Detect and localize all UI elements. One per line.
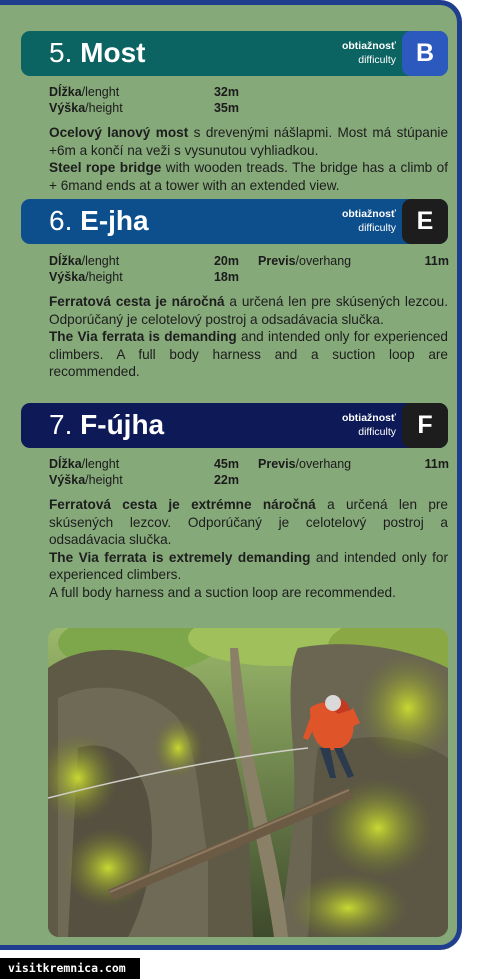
section-5-description [49,124,448,194]
section-6-title: 6. E-jha [49,205,149,236]
overhang-value: 11m [424,457,449,471]
description-en: Steel rope bridge with wooden treads. The bridge has a climb of + 6mand ends at a tower with an extended view. [49,160,449,193]
section-6-header [21,199,448,244]
site-url[interactable]: visitkremnica.com [0,958,140,979]
description-sk: Ocelový lanový most s drevenými nášlapmi. Most má stúpanie +6m a končí na veži s vysunutou vyhliadkou. [49,125,449,158]
length-value: 32m [213,85,239,99]
climber-photo-art [48,628,448,937]
description-en: The Via ferrata is extremely demanding and intended only for experienced climbers. [49,549,448,582]
height-value: 35m [213,101,239,115]
section-5-title: 5. Most [49,37,146,68]
section-7-header [21,403,448,448]
spec-height: Výška/height 35m [49,101,239,115]
difficulty-label: obtiažnosť difficulty [341,208,396,234]
spec-length: Dĺžka/lenght 32m [49,85,239,99]
spec-overhang: Previs/overhang [258,254,352,268]
length-value: 20m [213,254,239,268]
spec-height: Výška/height 18m [49,270,239,284]
difficulty-label: obtiažnosť difficulty [341,40,396,66]
description-en: The Via ferrata is demanding and intended only for experienced climbers. A full body harness and a suction loop are recommended. [49,329,448,379]
section-7-specs [49,456,449,488]
section-5-header [21,31,448,76]
difficulty-label: obtiažnosť difficulty [341,412,396,438]
description-sk: Ferratová cesta je extrémne náročná a určená len pre skúsených lezcov. Odporúčaný je celotelový postroj a odsadávacia slučka. [49,497,448,547]
section-7-description [49,496,448,601]
height-value: 22m [213,473,239,487]
section-6-description [49,293,448,381]
section-6-specs [49,253,449,285]
overhang-value: 11m [424,254,449,268]
grade-badge: B [402,31,448,76]
spec-length: Dĺžka/lenght 45m Previs/overhang 11m [49,457,449,471]
section-7-title: 7. F-újha [49,409,165,440]
height-value: 18m [213,270,239,284]
spec-length: Dĺžka/lenght 20m Previs/overhang 11m [49,254,449,268]
section-5-specs [49,84,449,116]
spec-overhang: Previs/overhang [258,457,352,471]
climber-photo [48,628,448,937]
spec-height: Výška/height 22m [49,473,239,487]
description-en-2: A full body harness and a suction loop are recommended. [49,584,396,600]
grade-badge: F [402,403,448,448]
length-value: 45m [213,457,239,471]
description-sk: Ferratová cesta je náročná a určená len pre skúsených lezcou. Odporúčaný je celotelový postroj a odsadávacia slučka. [49,294,448,327]
grade-badge: E [402,199,448,244]
